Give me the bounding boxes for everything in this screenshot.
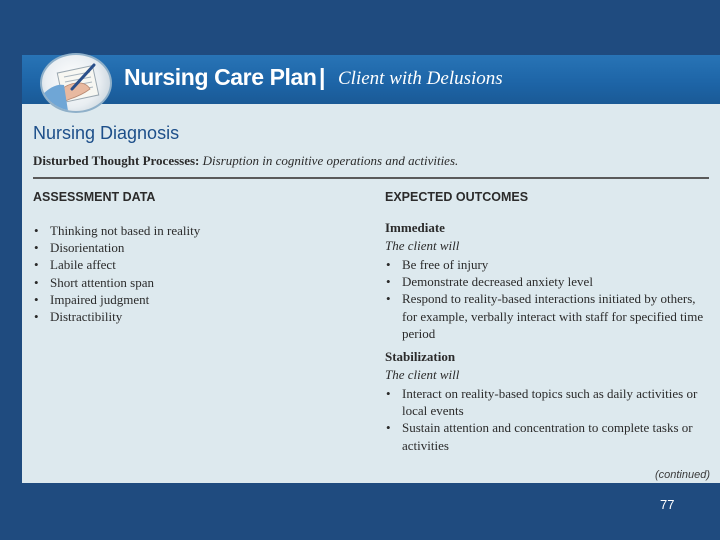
immediate-intro: The client will bbox=[385, 238, 460, 253]
diagnosis-term: Disturbed Thought Processes: bbox=[33, 153, 200, 168]
list-item: • Distractibility bbox=[33, 308, 353, 325]
immediate-outcomes-list bbox=[385, 256, 707, 342]
stabilization-intro: The client will bbox=[385, 367, 460, 382]
list-item: • Respond to reality-based interactions initiated by others, for example, verbally interact with staff for specified time period bbox=[385, 290, 707, 342]
page-number: 77 bbox=[660, 497, 675, 512]
continued-note: (continued) bbox=[654, 469, 710, 481]
immediate-label: Immediate bbox=[385, 220, 445, 235]
expected-outcomes-heading: EXPECTED OUTCOMES bbox=[385, 190, 529, 204]
list-item: • Thinking not based in reality bbox=[33, 222, 353, 239]
assessment-data-heading: ASSESSMENT DATA bbox=[33, 190, 156, 204]
banner-subtitle: Client with Delusions bbox=[338, 68, 503, 89]
diagnosis-statement bbox=[33, 153, 713, 169]
section-divider bbox=[33, 177, 709, 179]
nursing-diagnosis-heading: Nursing Diagnosis bbox=[33, 123, 180, 143]
diagnosis-definition: Disruption in cognitive operations and activities. bbox=[202, 153, 459, 168]
stabilization-label: Stabilization bbox=[385, 349, 456, 364]
list-item: • Sustain attention and concentration to complete tasks or activities bbox=[385, 419, 707, 453]
nurse-writing-logo-icon bbox=[40, 53, 112, 113]
banner-separator: | bbox=[319, 64, 326, 90]
list-item: • Interact on reality-based topics such as daily activities or local events bbox=[385, 385, 707, 419]
assessment-data-list bbox=[33, 222, 353, 325]
stabilization-outcomes-list bbox=[385, 385, 707, 454]
list-item: • Impaired judgment bbox=[33, 291, 353, 308]
list-item: • Disorientation bbox=[33, 239, 353, 256]
care-plan-slide bbox=[22, 55, 720, 483]
list-item: • Short attention span bbox=[33, 274, 353, 291]
list-item: • Demonstrate decreased anxiety level bbox=[385, 273, 707, 290]
banner-title: Nursing Care Plan bbox=[124, 64, 317, 90]
list-item: • Labile affect bbox=[33, 256, 353, 273]
list-item: • Be free of injury bbox=[385, 256, 707, 273]
title-banner bbox=[22, 55, 720, 104]
